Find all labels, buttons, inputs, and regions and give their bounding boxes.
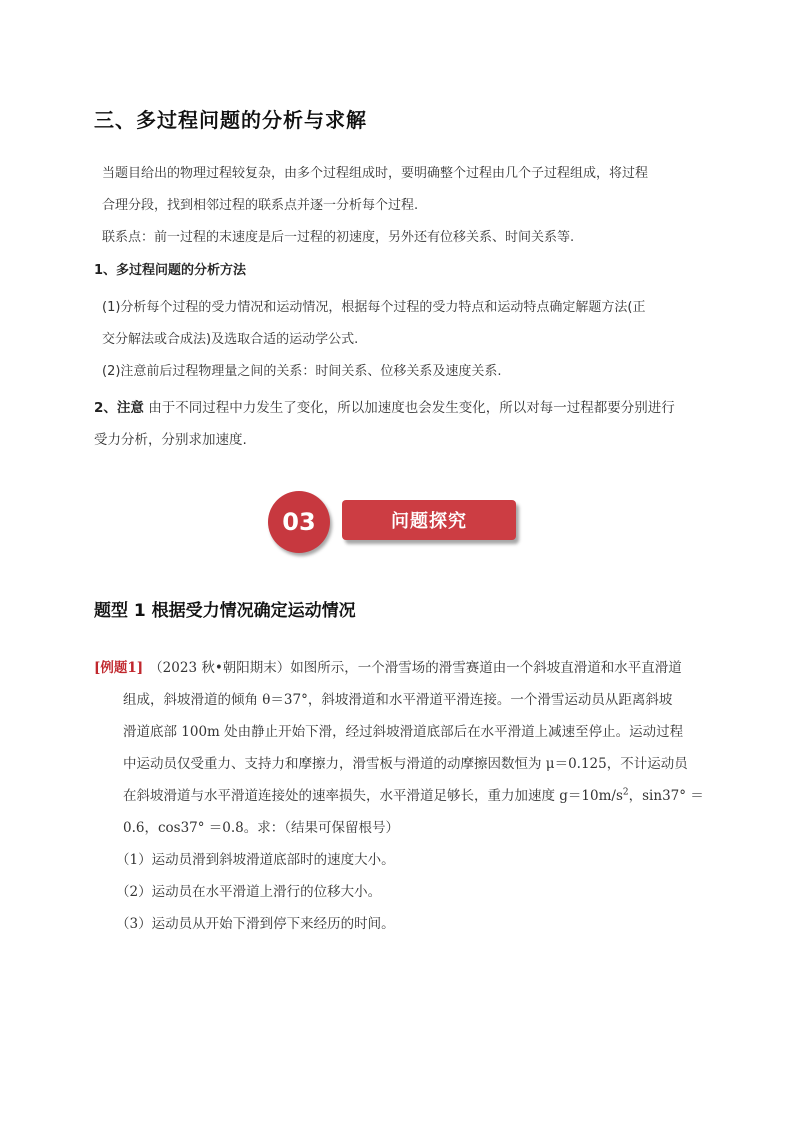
problem-type-heading: 题型 1 根据受力情况确定运动情况 — [94, 601, 356, 621]
note-text: 由于不同过程中力发生了变化，所以加速度也会发生变化，所以对每一过程都要分别进行 — [143, 400, 675, 416]
question-3: （3）运动员从开始下滑到停下来经历的时间。 — [116, 916, 395, 932]
example-line-6: 0.6，cos37° ＝0.8。求：（结果可保留根号） — [123, 820, 400, 836]
section-heading: 三、多过程问题的分析与求解 — [94, 108, 367, 132]
example-line-1-text: （2023 秋•朝阳期末）如图所示，一个滑雪场的滑雪赛道由一个斜坡直滑道和水平直滑道 — [149, 660, 682, 676]
example-line-2: 组成，斜坡滑道的倾角 θ＝37°，斜坡滑道和水平滑道平滑连接。一个滑雪运动员从距离斜坡 — [123, 692, 673, 708]
method-2: (2)注意前后过程物理量之间的关系：时间关系、位移关系及速度关系. — [102, 364, 502, 379]
banner-number-badge: 03 — [268, 491, 330, 553]
note-line-1 — [94, 396, 675, 416]
example-line-3: 滑道底部 100m 处由静止开始下滑，经过斜坡滑道底部后在水平滑道上减速至停止。运动过程 — [123, 724, 684, 740]
link-point-text: 联系点：前一过程的末速度是后一过程的初速度，另外还有位移关系、时间关系等. — [102, 230, 575, 245]
example-line-5-b: ，sin37° ＝ — [628, 788, 704, 804]
example-line-1 — [94, 656, 682, 676]
method-1-line-2: 交分解法或合成法)及选取合适的运动学公式. — [102, 332, 359, 347]
method-1-line-1: (1)分析每个过程的受力情况和运动情况，根据每个过程的受力特点和运动特点确定解题方法(正 — [102, 300, 646, 315]
intro-line-1: 当题目给出的物理过程较复杂，由多个过程组成时，要明确整个过程由几个子过程组成，将过程 — [102, 166, 649, 181]
intro-line-2: 合理分段，找到相邻过程的联系点并逐一分析每个过程. — [102, 198, 419, 213]
exponent: 2 — [622, 787, 629, 798]
note-prefix: 2、注意 — [94, 400, 144, 416]
example-tag: [例题1] — [94, 660, 144, 676]
example-line-5-a: 在斜坡滑道与水平滑道连接处的速率损失，水平滑道足够长，重力加速度 g＝10m/s — [123, 788, 623, 804]
method-title: 1、多过程问题的分析方法 — [94, 263, 247, 278]
question-2: （2）运动员在水平滑道上滑行的位移大小。 — [116, 884, 382, 900]
note-line-2: 受力分析，分别求加速度. — [94, 432, 247, 448]
question-1: （1）运动员滑到斜坡滑道底部时的速度大小。 — [116, 852, 395, 868]
banner-title: 问题探究 — [342, 500, 516, 540]
example-line-4: 中运动员仅受重力、支持力和摩擦力，滑雪板与滑道的动摩擦因数恒为 μ＝0.125，不计运动员 — [123, 756, 688, 772]
example-line-5 — [123, 784, 704, 804]
